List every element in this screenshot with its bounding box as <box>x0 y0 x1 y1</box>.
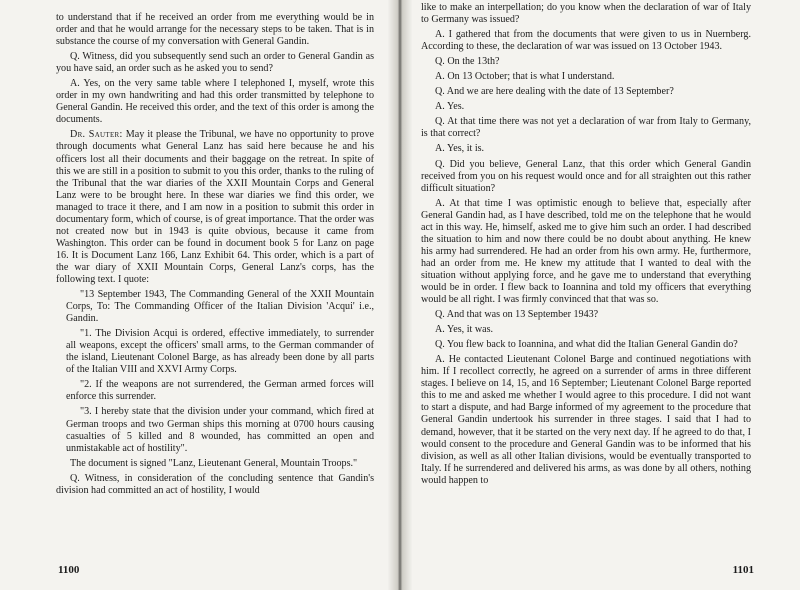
paragraph <box>421 339 751 351</box>
paragraph <box>421 309 751 321</box>
paragraph <box>421 159 751 195</box>
paragraph <box>56 12 374 48</box>
paragraph <box>421 2 751 26</box>
paragraph <box>66 328 374 376</box>
paragraph-text: to understand that if he received an order from me everything would be in order and that he would arrange for the necessary steps to be taken. That is in substance the course of my conversation with General Gandin. <box>56 12 374 48</box>
paragraph <box>421 198 751 306</box>
paragraph <box>56 51 374 75</box>
paragraph-text: Q. And we are here dealing with the date of 13 September? <box>435 86 674 98</box>
paragraph-text: A. On 13 October; that is what I understand. <box>435 71 615 83</box>
left-page-number: 1100 <box>58 564 80 576</box>
left-page <box>0 0 397 590</box>
paragraph-text: Q. Witness, did you subsequently send such an order to General Gandin as you have said, an order such as he asked you to send? <box>56 51 374 75</box>
paragraph <box>66 406 374 454</box>
paragraph-text: A. Yes, it was. <box>435 324 494 336</box>
paragraph-text: Q. Did you believe, General Lanz, that this order which General Gandin received from you on his request would once and for all straighten out this rather difficult situation? <box>421 158 751 194</box>
paragraph-text: A. He contacted Lieutenant Colonel Barge and continued negotiations with him. If I recollect correctly, he agreed on a surrender of arms in three different stages. I believe on 14, 15, and 16 September; Lieutenant Colonel Barge reported this to me and asked me whether I would agree to this procedure. I did not want to start a dispute, and had Barge informed of my agreement to the procedure that General Gandin undertook his surrender in three stages. I said that I had to demand, however, that it be started on the very next day. If he agreed to do that, I would consent to the procedure and General Gandin was to be informed that his division, as well as all other Italian divisions, would be eventually transported to Italy. If he surrendered and delivered his arms, as was done by all others, nothing would happen to <box>421 354 751 486</box>
paragraph <box>421 29 751 53</box>
paragraph <box>421 143 751 155</box>
paragraph-text: "3. I hereby state that the division under your command, which fired at German troops and two German ships this morning at 0700 hours causing casualties of 5 killed and 8 wounded, has committed an open and unmistakable act of hostility". <box>66 406 374 454</box>
paragraph <box>56 129 374 286</box>
paragraph-text: Q. And that was on 13 September 1943? <box>435 309 599 321</box>
paragraph <box>421 101 751 113</box>
paragraph <box>421 71 751 83</box>
paragraph-text: A. Yes. <box>435 101 465 113</box>
paragraph-text: Q. Witness, in consideration of the concluding sentence that Gandin's division had committed an act of hostility, I would <box>56 472 374 496</box>
paragraph <box>421 324 751 336</box>
paragraph-text: Q. On the 13th? <box>435 56 500 68</box>
paragraph <box>56 473 374 497</box>
paragraph <box>421 116 751 140</box>
paragraph <box>66 379 374 403</box>
paragraph-text: Q. You flew back to Ioannina, and what did the Italian General Gandin do? <box>435 339 738 351</box>
paragraph-text: Q. At that time there was not yet a declaration of war from Italy to Germany, is that correct? <box>421 116 751 140</box>
left-page-text-column <box>56 12 374 500</box>
right-page-text-column <box>421 2 751 490</box>
paragraph-text: May it please the Tribunal, we have no opportunity to prove through documents what General Lanz has said here because he and his officers lost all their documents and their baggage on the retreat. In spite of this we are still in a position to submit to you this order, thanks to the ruling of the Tribunal that the war diaries of the XXII Mountain Corps and General Lanz were to be brought here. In these war diaries we find this order, we managed to trace it there, and I am now in a position to submit this order in documentary form, which of course, is of great importance. That the order was not created now but in 1943 is quite obvious, because it came from Washington. This order can be found in document book 5 for Lanz on page 16. It is Document Lanz 166, Lanz Exhibit 64. This order, which is a part of the war diary of XXII Mountain Corps, General Lanz's corps, has the following text. I quote: <box>56 129 375 285</box>
paragraph <box>56 458 374 470</box>
paragraph-text: A. Yes, on the very same table where I telephoned I, myself, wrote this order in my own handwriting and had this order transmitted by telephone to General Gandin. He received this order, and the text of this order is among the documents. <box>56 78 374 126</box>
right-page <box>403 0 800 590</box>
paragraph-text: A. Yes, it is. <box>435 143 485 155</box>
paragraph <box>421 354 751 487</box>
paragraph <box>56 78 374 126</box>
paragraph-text: A. I gathered that from the documents that were given to us in Nuernberg. According to these, the declaration of war was issued on 13 October 1943. <box>421 29 751 53</box>
speaker-name: Dr. Sauter: <box>70 129 123 141</box>
paragraph-text: like to make an interpellation; do you know when the declaration of war of Italy to Germany was issued? <box>421 2 751 26</box>
paragraph-text: The document is signed "Lanz, Lieutenant General, Mountain Troops." <box>70 457 358 469</box>
paragraph-text: "13 September 1943, The Commanding General of the XXII Mountain Corps, To: The Commanding Officer of the Italian Division 'Acqui' i.e., Gandin. <box>66 289 374 325</box>
paragraph-text: A. At that time I was optimistic enough to believe that, especially after General Gandin had, as I have described, told me on the telephone that he would act in this way. He, himself, asked me to give him such an order. I had described the situation to him and now there could be no doubt about anything. He knew his army had surrendered. He had an order from his own army. He, furthermore, had an order from me. He knew my attitude that I wanted to deal with the situation without applying force, and he gave me to understand that everything would be in order. I flew back to Ioannina and told my officers that everything would be all right. I was firmly convinced that that was so. <box>421 197 751 306</box>
paragraph <box>66 289 374 325</box>
paragraph-text: "1. The Division Acqui is ordered, effective immediately, to surrender all weapons, except the officers' small arms, to the German commander of the island, Lieutenant Colonel Barge, as has already been done by all parts of the Italian VIII and XXVI Army Corps. <box>66 328 374 376</box>
paragraph-text: "2. If the weapons are not surrendered, the German armed forces will enforce this surrender. <box>66 379 374 403</box>
book-gutter <box>388 0 412 590</box>
right-page-number: 1101 <box>732 564 754 576</box>
paragraph <box>421 86 751 98</box>
paragraph <box>421 56 751 68</box>
